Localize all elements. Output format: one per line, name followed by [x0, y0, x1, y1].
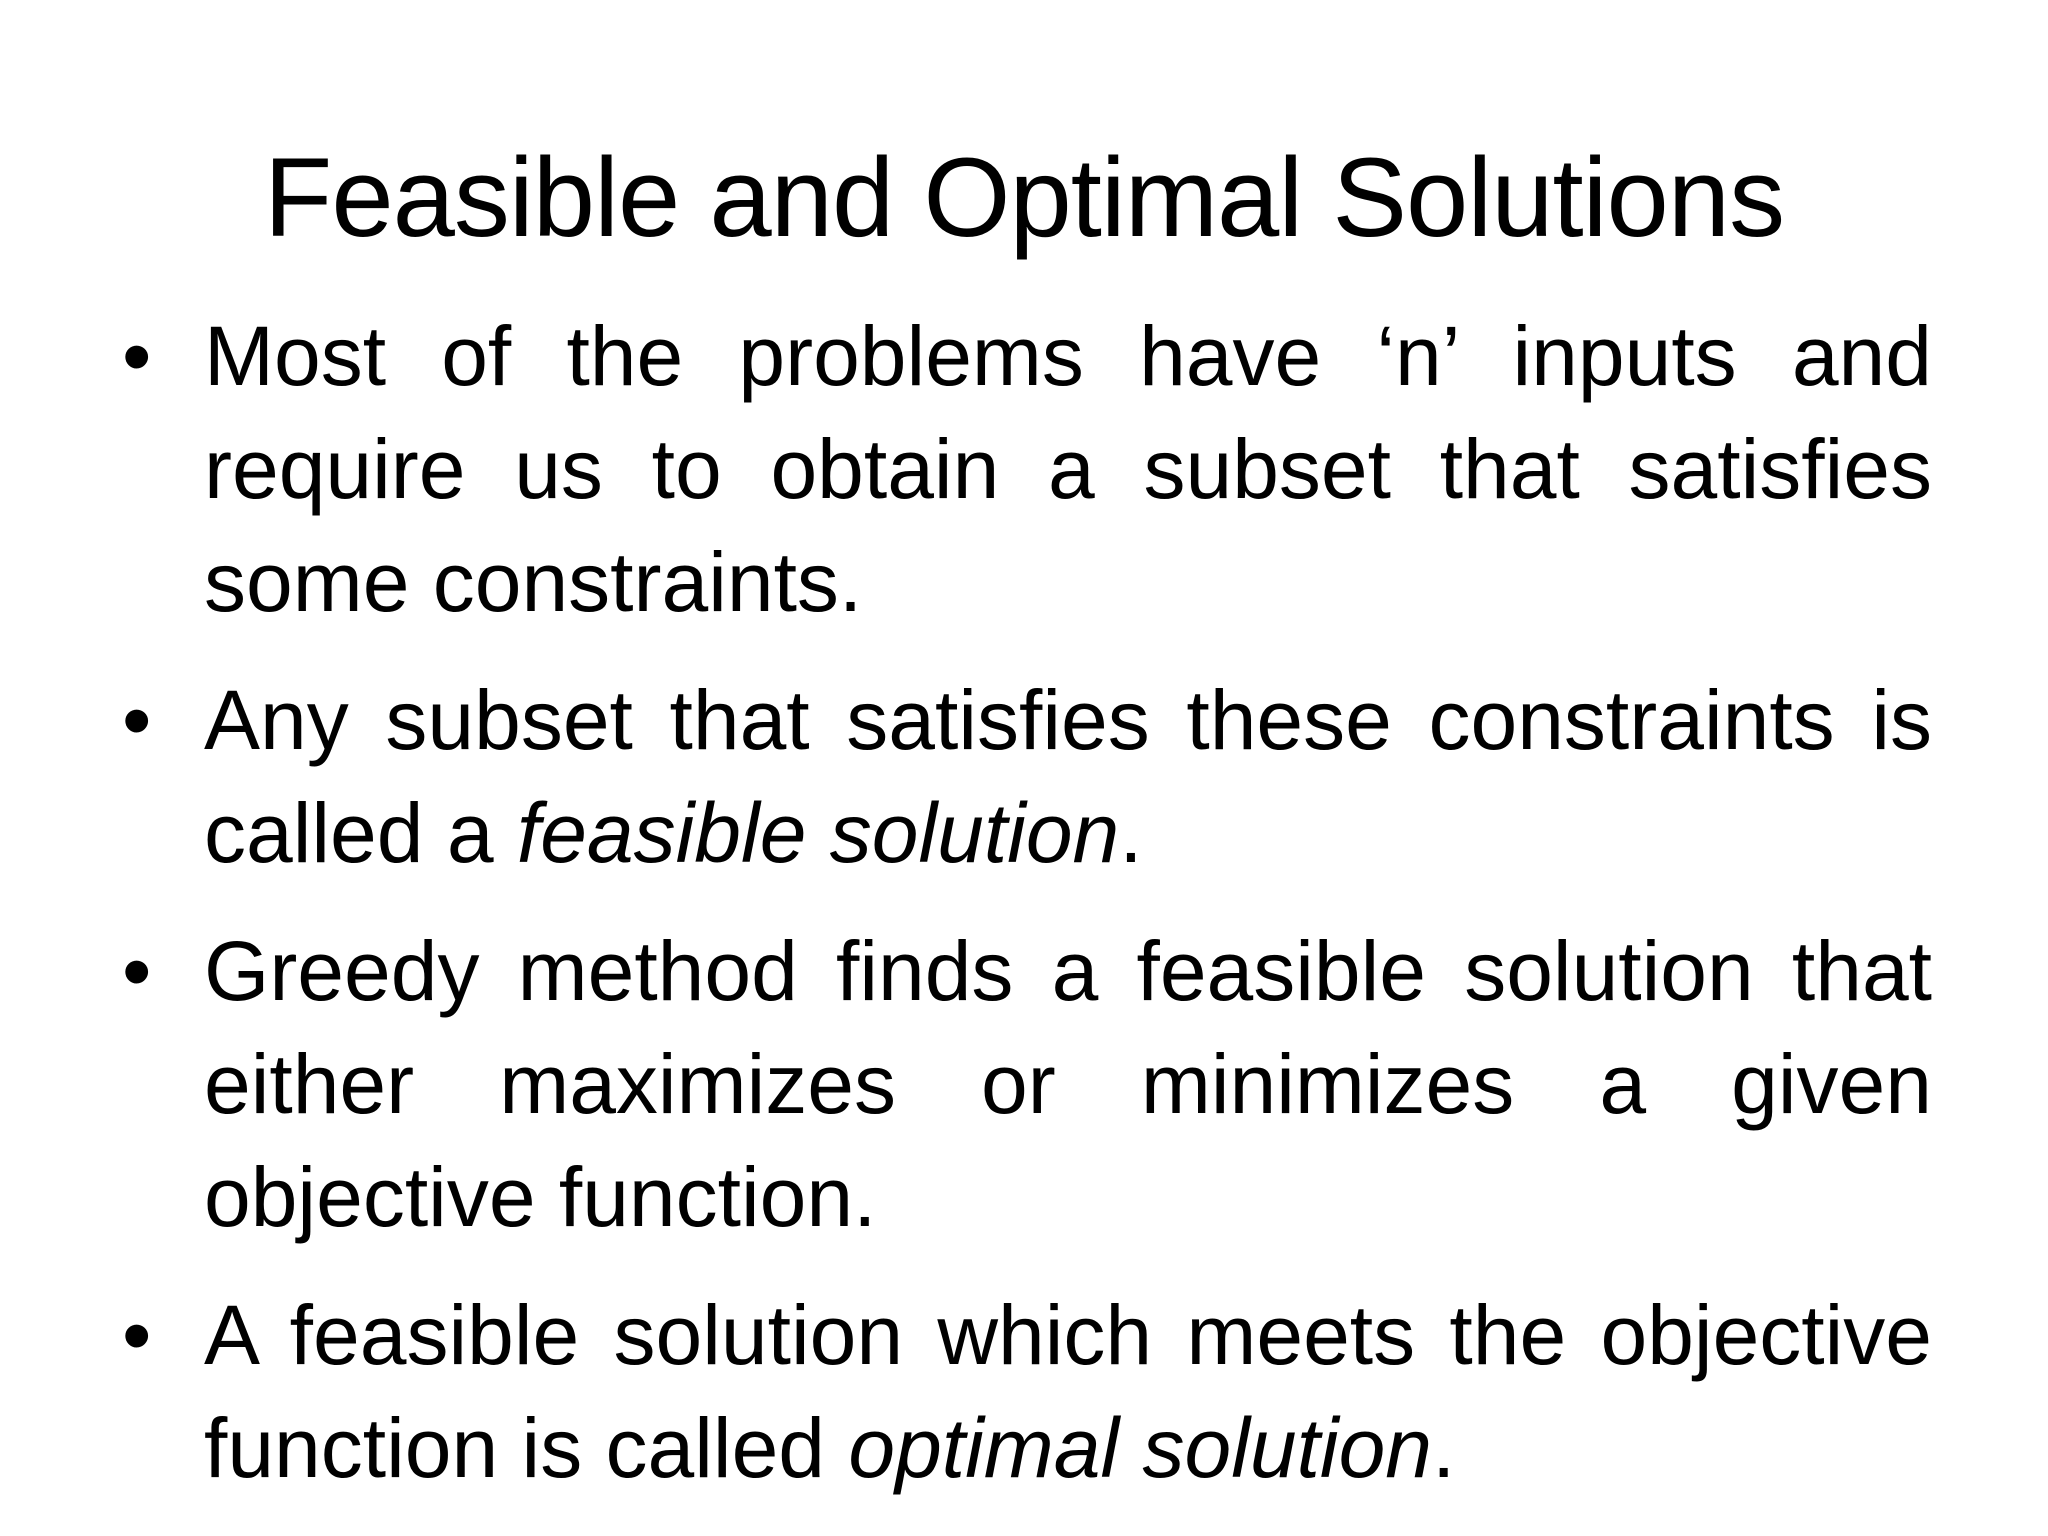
italic-term: feasible solution: [516, 786, 1120, 880]
bullet-text-segment: Greedy method finds a feasible solution that either maximizes or minimizes a given objective function.: [204, 924, 1932, 1244]
bullet-marker: •: [122, 673, 152, 767]
bullet-text: [204, 1288, 1932, 1495]
italic-term: optimal solution: [848, 1401, 1433, 1495]
bullet-item: [122, 664, 1932, 890]
bullet-marker: •: [122, 309, 152, 403]
bullet-list: [122, 300, 1932, 1530]
bullet-text: [204, 673, 1932, 880]
slide-title: Feasible and Optimal Solutions: [263, 135, 1785, 260]
bullet-item: [122, 300, 1932, 639]
bullet-text-segment: .: [1119, 786, 1143, 880]
bullet-item: [122, 915, 1932, 1254]
bullet-text: [204, 924, 1932, 1244]
bullet-marker: •: [122, 1288, 152, 1382]
bullet-text-segment: Any subset that satisfies these constraints is called a: [204, 673, 1932, 880]
bullet-text-segment: .: [1432, 1401, 1456, 1495]
bullet-text-segment: Most of the problems have ‘n’ inputs and require us to obtain a subset that satisfies some constraints.: [204, 309, 1932, 629]
bullet-marker: •: [122, 924, 152, 1018]
bullet-text-segment: A feasible solution which meets the objective function is called: [204, 1288, 1932, 1495]
bullet-text: [204, 309, 1932, 629]
bullet-item: [122, 1279, 1932, 1505]
